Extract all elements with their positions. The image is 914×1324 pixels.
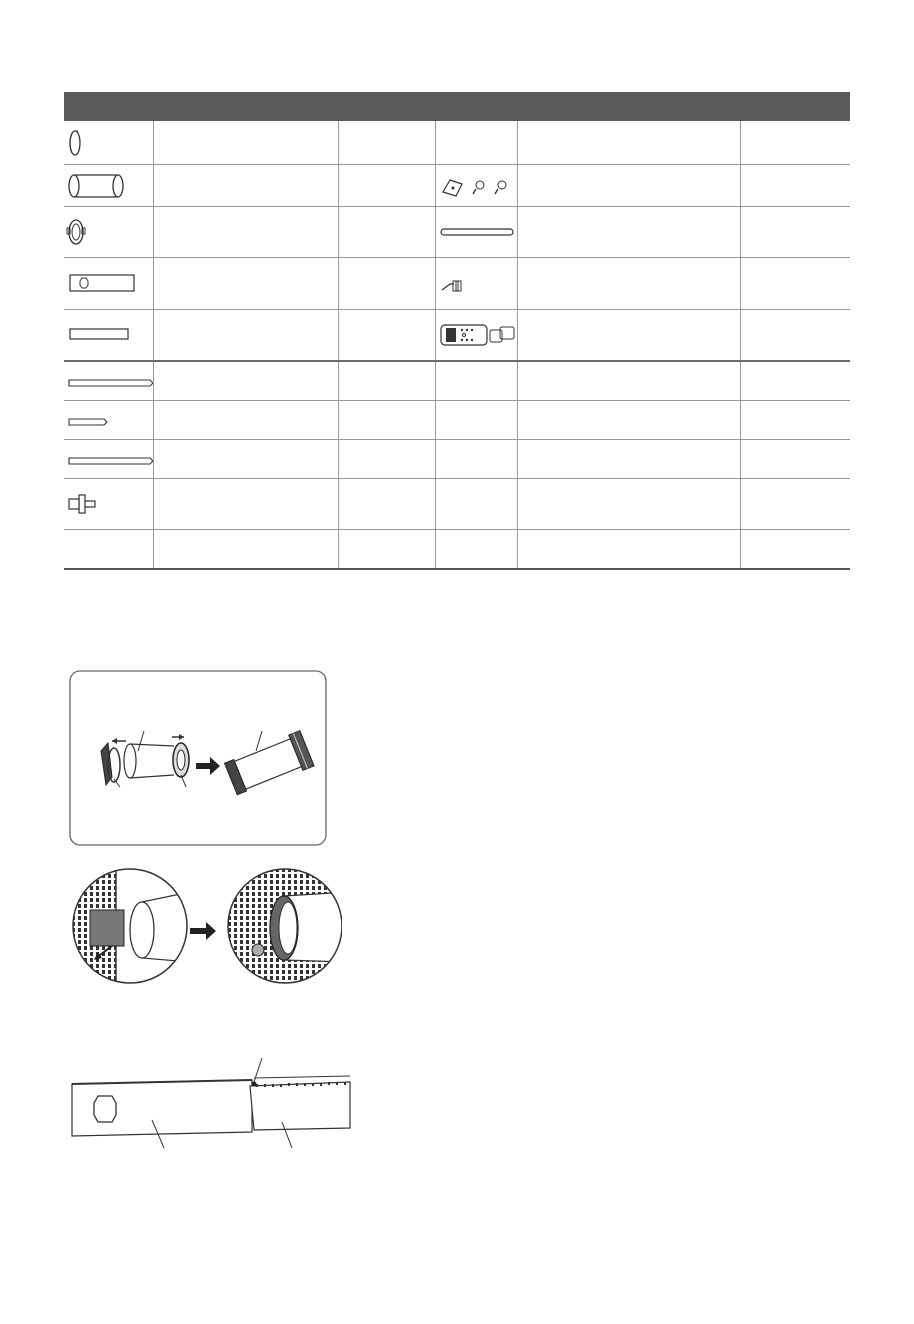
window-seal-ring-icon [67,129,83,157]
hose-install-diagram [72,862,342,990]
short-rail-icon [68,417,108,427]
drain-connector-icon [68,493,98,515]
expansion-bolt-icon [440,278,464,294]
window-adapter-icon [66,217,86,247]
table-row [64,121,850,165]
hose-assembly-diagram [68,669,328,847]
accessories-table [64,92,850,570]
table-row [64,401,850,440]
table-row [64,440,850,479]
table-row [64,165,850,207]
table-row [64,530,850,570]
table-row [64,258,850,310]
remote-and-batteries-icon [440,324,516,346]
table-header [64,92,850,121]
long-rail-icon [68,378,154,388]
table-row [64,310,850,362]
exhaust-hose-icon [68,173,124,199]
long-rail-icon [68,456,154,466]
window-slider-extension-icon [69,328,129,340]
table-row [64,479,850,530]
window-slider-with-hole-icon [69,274,135,292]
table-row [64,362,850,401]
drain-pipe-icon [440,227,514,237]
table-row [64,207,850,258]
window-slider-diagram [68,1056,358,1152]
bracket-and-screws-icon [440,174,512,198]
